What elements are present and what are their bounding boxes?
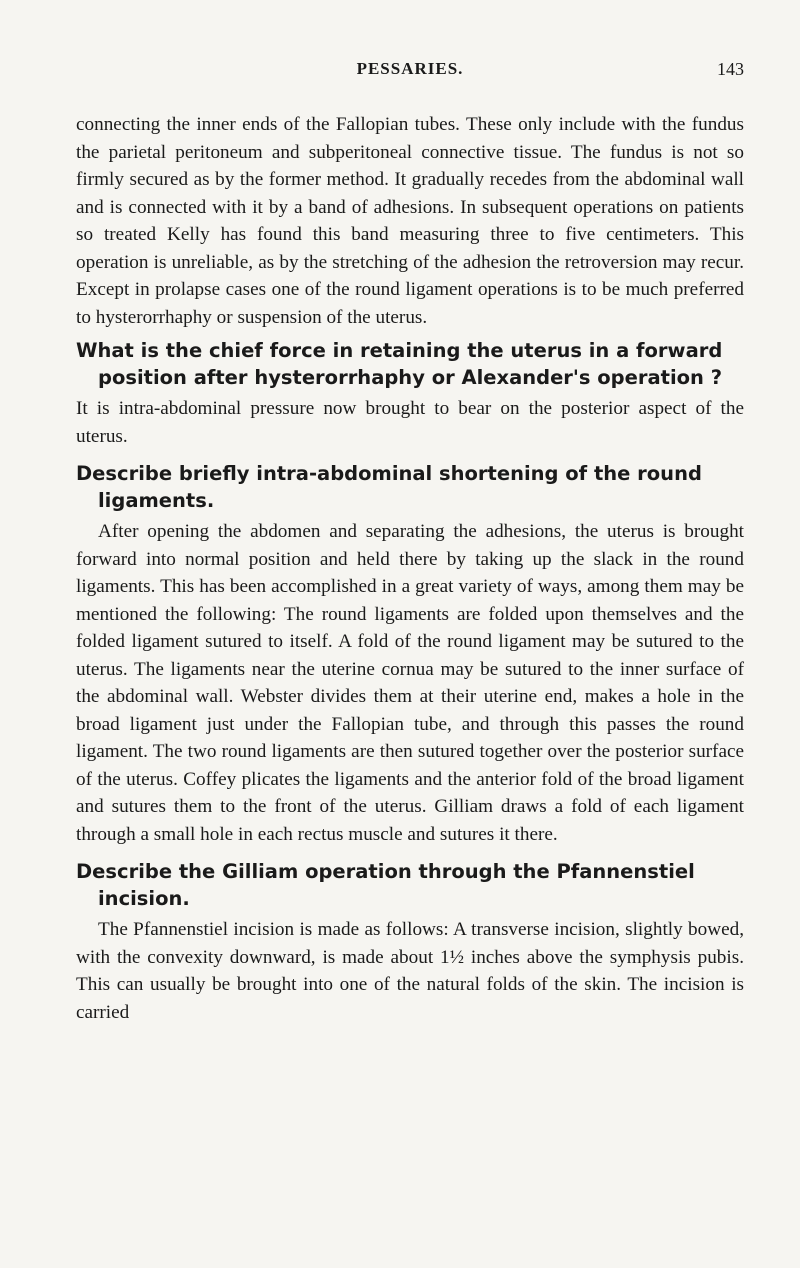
answer-paragraph: It is intra-abdominal pressure now brought to bear on the posterior aspect of the uterus. [76,398,744,447]
running-head [76,59,744,83]
body-text [76,111,744,1036]
page-number: 143 [717,59,744,79]
paragraph-continuation: connecting the inner ends of the Fallopian tubes. These only include with the fundus the parietal peritoneum and subperitoneal connective tissue. The fundus is not so firmly secured as by the former method. It gradually recedes from the abdominal wall and is connected with it by a band of adhesions. In subsequent operations on patients so treated Kelly has found this band measuring three to five centimeters. This operation is unreliable, as by the stretching of the adhesion the retroversion may recur. Except in prolapse cases one of the round ligament operations is to be much preferred to hysterorrhaphy or suspension of the uterus. [76,114,744,328]
qa-section [76,460,744,848]
question-heading: Describe briefly intra-abdominal shortening of the round ligaments. [76,462,702,512]
running-title: PESSARIES. [356,59,464,78]
question-heading: What is the chief force in retaining the uterus in a forward position after hysterorrhaphy or Alexander's operation ? [76,339,723,389]
qa-section [76,858,744,1026]
question-heading: Describe the Gilliam operation through the Pfannenstiel incision. [76,860,695,910]
qa-section [76,337,744,450]
answer-paragraph: The Pfannenstiel incision is made as follows: A transverse incision, slightly bowed, with the convexity downward, is made about 1½ inches above the symphysis pubis. This can usually be brought into one of the natural folds of the skin. The incision is carried [76,919,744,1023]
answer-paragraph: After opening the abdomen and separating the adhesions, the uterus is brought forward into normal position and held there by taking up the slack in the round ligaments. This has been accomplished in a great variety of ways, among them may be mentioned the following: The round ligaments are folded upon themselves and the folded ligament sutured to itself. A fold of the round ligament may be sutured to the uterus. The ligaments near the uterine cornua may be sutured to the inner surface of the abdominal wall. Webster divides them at their uterine end, makes a hole in the broad ligament just under the Fallopian tube, and through this passes the round ligament. The two round ligaments are then sutured together over the posterior surface of the uterus. Coffey plicates the ligaments and the anterior fold of the broad ligament and sutures them to the front of the uterus. Gilliam draws a fold of each ligament through a small hole in each rectus muscle and sutures it there. [76,521,744,845]
